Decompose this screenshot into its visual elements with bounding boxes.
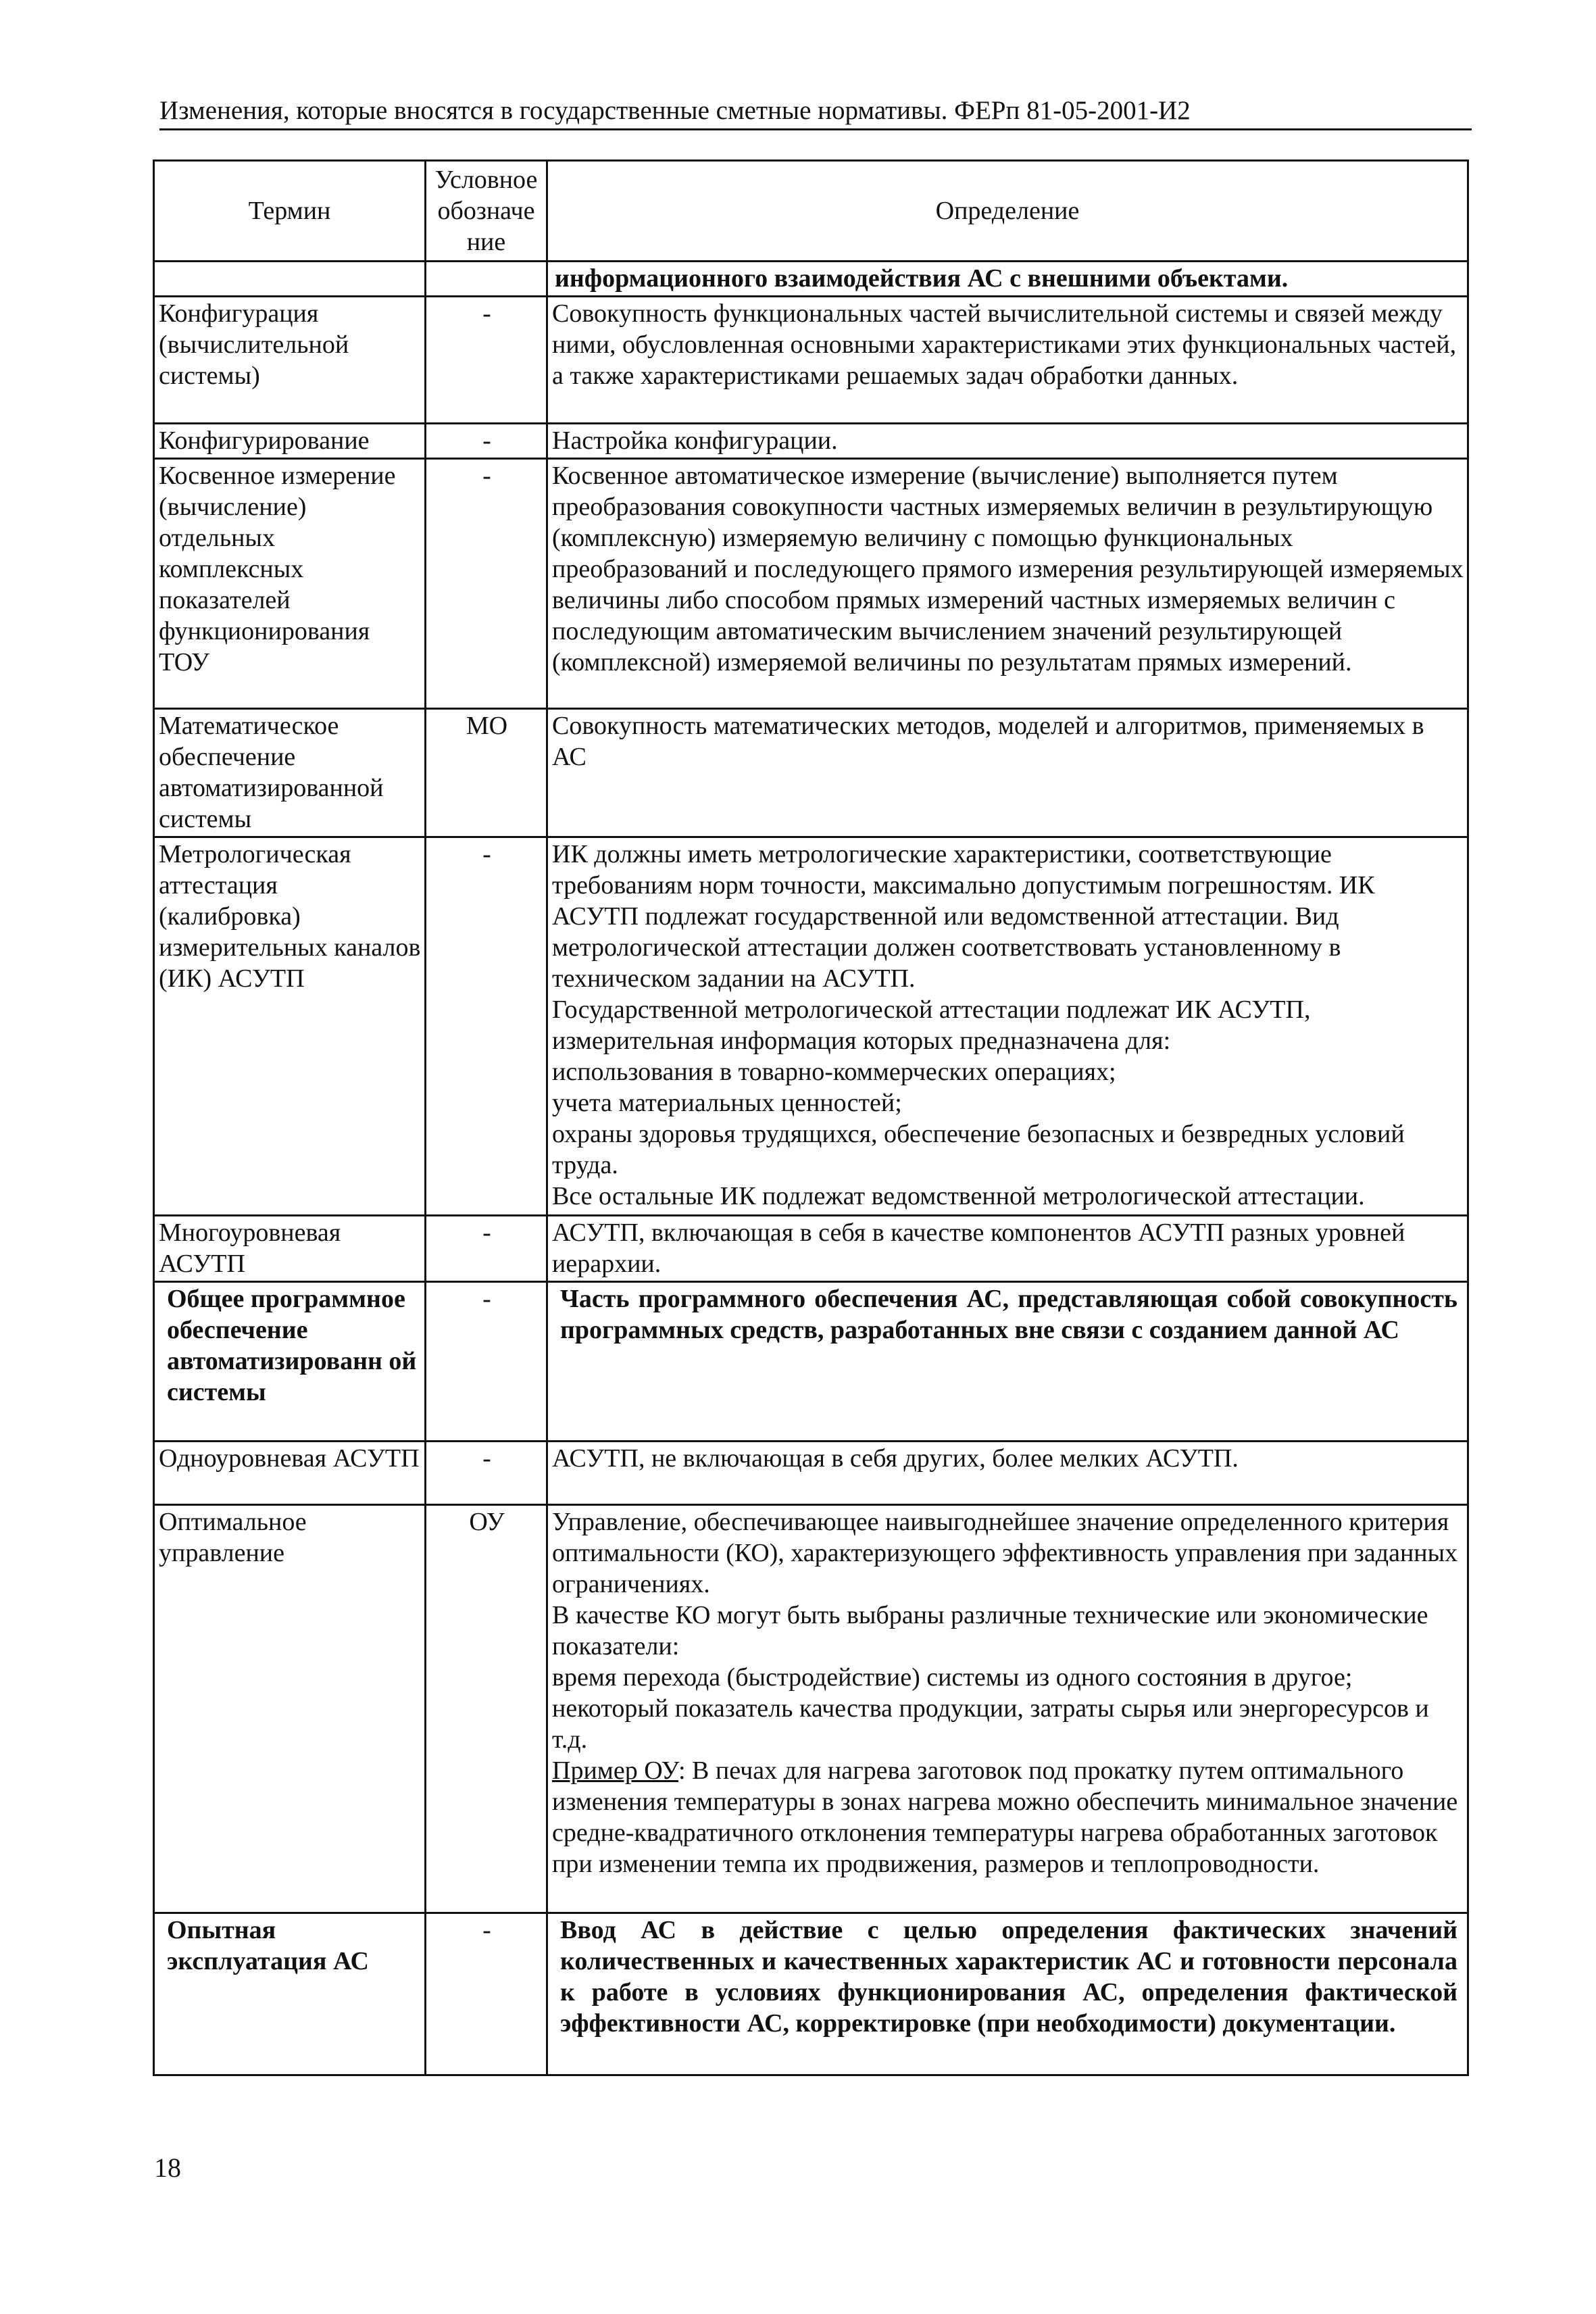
symbol-cell: ОУ	[426, 1505, 547, 1913]
symbol-cell: -	[426, 1216, 547, 1282]
definition-cell: Совокупность математических методов, моделей и алгоритмов, применяемых в АС	[547, 709, 1468, 837]
example-text: : В печах для нагрева заготовок под прокатку путем оптимального изменения температуры в зонах нагрева можно обеспечить минимальное значение средне-квадратичного отклонения температуры нагрева обработанных заготовок при изменении темпа их продвижения, размеров и теплопроводности.	[552, 1756, 1458, 1878]
term-cell: Конфигурирование	[154, 424, 426, 459]
symbol-cell: -	[426, 297, 547, 424]
symbol-cell: -	[426, 1442, 547, 1505]
definition-cell: Ввод АС в действие с целью определения фактических значений количественных и качественных характеристик АС и готовности персонала к работе в условиях функционирования АС, определения фактической эффективности АС, корректировке (при необходимости) документации.	[547, 1913, 1468, 2075]
term-cell: Оптимальное управление	[154, 1505, 426, 1913]
definition-paragraph: время перехода (быстродействие) системы из одного состояния в другое;	[552, 1663, 1353, 1692]
definition-paragraph: ИК должны иметь метрологические характеристики, соответствующие требованиям норм точности, максимально допустимым погрешностям. ИК АСУТП подлежат государственной или ведомственной аттестации. Вид метрологической аттестации должен соответствовать установленному в техническом задании на АСУТП.	[552, 840, 1375, 993]
example-label: Пример ОУ	[552, 1756, 678, 1785]
table-header-row	[154, 161, 1468, 262]
symbol-cell: МО	[426, 709, 547, 837]
table-row	[154, 1282, 1468, 1442]
table-row	[154, 709, 1468, 837]
table-row	[154, 459, 1468, 709]
term-cell: Опытная эксплуатация АС	[154, 1913, 426, 2075]
term-cell: Косвенное измерение (вычисление) отдельных комплексных показателей функционирования ТОУ	[154, 459, 426, 709]
column-header-symbol: Условное обозначе ние	[426, 161, 547, 262]
definition-paragraph: некоторый показатель качества продукции, затраты сырья или энергоресурсов и т.д.	[552, 1694, 1429, 1754]
definition-cell: Косвенное автоматическое измерение (вычисление) выполняется путем преобразования совокупности частных измеряемых величин в результирующую (комплексную) измеряемую величину с помощью функциональных преобразований и последующего прямого измерения результирующей измеряемых величины либо способом прямых измерений частных измеряемых величин с последующим автоматическим вычислением значений результирующей (комплексной) измеряемой величины по результатам прямых измерений.	[547, 459, 1468, 709]
definition-cell	[547, 1505, 1468, 1913]
definition-cell: Настройка конфигурации.	[547, 424, 1468, 459]
symbol-cell: -	[426, 1282, 547, 1442]
definition-paragraph: В качестве КО могут быть выбраны различные технические или экономические показатели:	[552, 1601, 1428, 1660]
table-row	[154, 837, 1468, 1216]
definition-paragraph: охраны здоровья трудящихся, обеспечение безопасных и безвредных условий труда.	[552, 1120, 1405, 1179]
term-cell: Метрологическая аттестация (калибровка) измерительных каналов (ИК) АСУТП	[154, 837, 426, 1216]
definition-paragraph: использования в товарно-коммерческих операциях;	[552, 1058, 1116, 1086]
definition-cell: АСУТП, включающая в себя в качестве компонентов АСУТП разных уровней иерархии.	[547, 1216, 1468, 1282]
definition-cell: Часть программного обеспечения АС, представляющая собой совокупность программных средств, разработанных вне связи с созданием данной АС	[547, 1282, 1468, 1442]
table-row	[154, 262, 1468, 297]
definition-paragraph: Управление, обеспечивающее наивыгоднейшее значение определенного критерия оптимальности (КО), характеризующего эффективность управления при заданных ограничениях.	[552, 1508, 1458, 1598]
terms-table	[153, 159, 1469, 2076]
symbol-cell: -	[426, 424, 547, 459]
symbol-cell: -	[426, 1913, 547, 2075]
column-header-term: Термин	[154, 161, 426, 262]
definition-cell	[547, 837, 1468, 1216]
term-cell: Многоуровневая АСУТП	[154, 1216, 426, 1282]
table-row	[154, 1442, 1468, 1505]
symbol-cell: -	[426, 837, 547, 1216]
term-cell: Математическое обеспечение автоматизированной системы	[154, 709, 426, 837]
term-cell: Общее программное обеспечение автоматизированн ой системы	[154, 1282, 426, 1442]
term-cell: Одноуровневая АСУТП	[154, 1442, 426, 1505]
definition-cell: АСУТП, не включающая в себя других, более мелких АСУТП.	[547, 1442, 1468, 1505]
symbol-cell: -	[426, 459, 547, 709]
definition-paragraph: Государственной метрологической аттестации подлежат ИК АСУТП, измерительная информация которых предназначена для:	[552, 995, 1311, 1055]
definition-paragraph: Все остальные ИК подлежат ведомственной метрологической аттестации.	[552, 1182, 1365, 1210]
term-cell: Конфигурация (вычислительной системы)	[154, 297, 426, 424]
definition-paragraph: учета материальных ценностей;	[552, 1089, 902, 1117]
table-row	[154, 1216, 1468, 1282]
column-header-definition: Определение	[547, 161, 1468, 262]
page-number: 18	[154, 2152, 181, 2183]
table-row	[154, 1505, 1468, 1913]
definition-paragraph	[552, 1755, 1464, 1879]
term-cell	[154, 262, 426, 297]
table-row	[154, 424, 1468, 459]
table-row	[154, 297, 1468, 424]
page-header: Изменения, которые вносятся в государственные сметные нормативы. ФЕРп 81-05-2001-И2	[159, 95, 1472, 130]
definition-cell: информационного взаимодействия АС с внешними объектами.	[547, 262, 1468, 297]
symbol-cell	[426, 262, 547, 297]
definition-cell: Совокупность функциональных частей вычислительной системы и связей между ними, обусловленная основными характеристиками этих функциональных частей, а также характеристиками решаемых задач обработки данных.	[547, 297, 1468, 424]
table-row	[154, 1913, 1468, 2075]
